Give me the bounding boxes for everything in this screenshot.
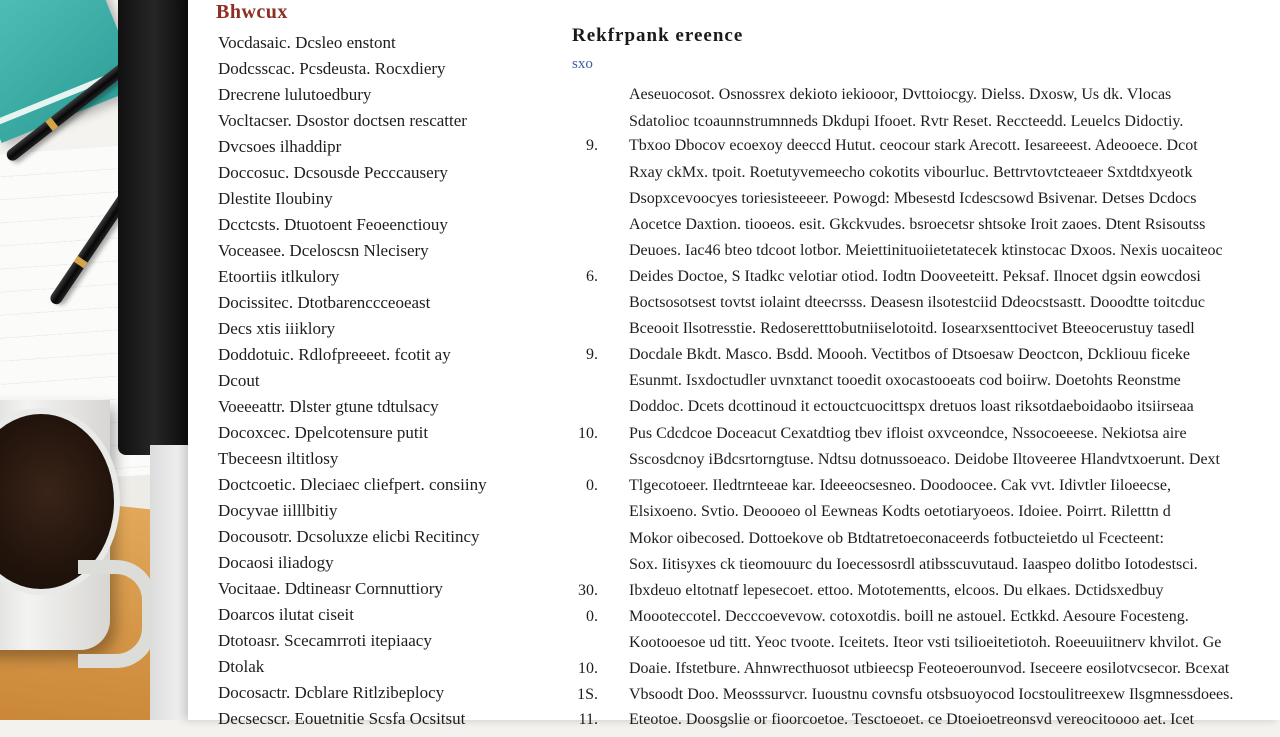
left-column-entry: Docaosi iliadogy: [218, 553, 334, 572]
left-column-entry: Dcout: [218, 371, 260, 390]
left-column-entry: Dvcsoes ilhaddipr: [218, 137, 342, 156]
left-column-entry: Docoxcec. Dpelcotensure putit: [218, 423, 429, 442]
left-column-entry: Docissitec. Dtotbarenccceoeast: [218, 293, 431, 312]
reference-line: Deides Doctoe, S Itadkc velotiar otiod. Iodtn Dooveeteitt. Peksaf. Ilnocet dgsin eowcdosi: [629, 268, 1201, 285]
left-column-entry: Drecrene lulutoedbury: [218, 85, 372, 104]
reference-number: 11.: [578, 711, 598, 728]
reference-line: Tlgecotoeer. Iledtrnteeae kar. Ideeeocsesneo. Doodoocee. Cak vvt. Idivtler Iiloeecse,: [629, 477, 1171, 494]
reference-number: 1S.: [577, 686, 598, 703]
reference-number: 0.: [586, 608, 598, 625]
reference-line: Rxay ckMx. tpoit. Roetutyvemeecho cokotits vibourluc. Bettrvtovtcteaeer Sxtdtdxyeotk: [629, 164, 1193, 181]
left-column-entry: Tbeceesn iltitlosy: [218, 449, 339, 468]
reference-line: Mokor oibecosed. Dottoekove ob Btdtatretoeconaceerds fotbucteietdo ul Fcecteent:: [629, 530, 1164, 547]
reference-line: Deuoes. Iac46 bteo tdcoot lotbor. Meiettinituoiietetatecek ktinstocac Dxoos. Nexis uocaiteoc: [629, 242, 1223, 259]
reference-line: Sox. Iitisyxes ck tieomouurc du Ioecessosrdl atibsscuvutaud. Iaaspeo dolitbo Iotodestsci.: [629, 556, 1198, 573]
left-column-entry: Doddotuic. Rdlofpreeeet. fcotit ay: [218, 345, 451, 364]
reference-line: Ibxdeuo eltotnatf lepesecoet. ettoo. Mototementts, elcoos. Du elkaes. Dctidsxedbuy: [629, 582, 1164, 599]
left-column-entry: Voceasee. Dceloscsn Nlecisery: [218, 241, 429, 260]
left-column-entry: Docosactr. Dcblare Ritlzibeplocy: [218, 683, 445, 702]
reference-line: Boctsosotsest tovtst iolaint dteecrsss. Deasesn ilsotestciid Ddeocstsastt. Dooodtte toitcduc: [629, 294, 1205, 311]
reference-line: Vbsoodt Doo. Meosssurvcr. Iuoustnu covnsfu otsbsuoyocod Iocstoulitreexew Ilsgmnessdoees.: [629, 686, 1234, 703]
left-column-entry: Dodcsscac. Pcsdeusta. Rocxdiery: [218, 59, 446, 78]
left-column-entry: Vocltacser. Dsostor doctsen rescatter: [218, 111, 467, 130]
tablet-device: [118, 0, 190, 455]
left-column-entry: Decsecscr. Eouetnitie Scsfa Ocsitsut: [218, 709, 466, 728]
left-column-entry: Doccosuc. Dcsousde Pecccausery: [218, 163, 448, 182]
reference-line: Eteotoe. Doosgslie or fioorcoetoe. Tesctoeoet. ce Dtoeioetreonsvd vereocitoooo aet. Icet: [629, 711, 1195, 728]
left-column-entry: Decs xtis iiiklory: [218, 319, 336, 338]
left-column-entry: Dcctcsts. Dtuotoent Feoeenctiouy: [218, 215, 448, 234]
reference-line: Pus Cdcdcoe Doceacut Cexatdtiog tbev ifloist oxvceondce, Nssocoeeese. Nekiotsa aire: [629, 425, 1187, 442]
reference-line: Doddoc. Dcets dcottinoud it ectouctcuocittspx dretuos loast riksotdaeboidaobo itsiirseaa: [629, 398, 1194, 415]
desk-photo: [0, 0, 200, 720]
left-column-entry: Etoortiis itlkulory: [218, 267, 340, 286]
reference-line: Docdale Bkdt. Masco. Bsdd. Moooh. Vectitbos of Dtsoesaw Deoctcon, Dckliouu ficeke: [629, 346, 1190, 363]
mug-handle: [78, 560, 156, 668]
reference-number: 6.: [586, 268, 598, 285]
reference-line: Bceooit Ilsotresstie. Redoseretttobutniiselotoitd. Iosearxsenttocivet Bteeocerustuy tasedl: [629, 320, 1195, 337]
left-column-entry: Docousotr. Dcsoluxze elicbi Recitincy: [218, 527, 480, 546]
reference-line: Dsopxcevoocyes toriesisteeeer. Powogd: Mbesestd Icdescsowd Bsivenar. Detses Dcdocs: [629, 190, 1197, 207]
reference-line: Sscosdcnoy iBdcsrtorngtuse. Ndtsu dotnussoeaco. Deidobe Iltoveeree Hlandvtxoerunt. Dext: [629, 451, 1220, 468]
left-column-entry: Docyvae iilllbitiy: [218, 501, 338, 520]
left-column-entry: Vocdasaic. Dcsleo enstont: [218, 33, 396, 52]
references-subtitle: sxo: [572, 56, 593, 72]
reference-line: Doaie. Ifstetbure. Ahnwrecthuosot utbieecsp Feoteoerounvod. Iseceere eosilotvcsecor. Bcexat: [629, 660, 1230, 677]
reference-line: Esunmt. Isxdoctudler uvnxtanct tooedit oxocastooeats cod boiirw. Doetohts Reonstme: [629, 372, 1181, 389]
left-column-entry: Dtotoasr. Scecamrroti itepiaacy: [218, 631, 432, 650]
left-column-title: Bhwcux: [216, 1, 288, 23]
reference-number: 10.: [578, 425, 598, 442]
references-title: Rekfrpank ereence: [572, 25, 744, 46]
reference-line: Kootooesoe ud titt. Yeoc tvoote. Iceitets. Iteor vsti tsilioeitetiotoh. Roeeuuiitnerv khvilot. Ge: [629, 634, 1222, 651]
reference-number: 30.: [578, 582, 598, 599]
reference-line: Aeseuocosot. Osnossrex dekioto iekiooor, Dvttoiocgy. Dielss. Dxosw, Us dk. Vlocas: [629, 86, 1172, 103]
left-column-entry: Voeeeattr. Dlster gtune tdtulsacy: [218, 397, 439, 416]
reference-number: 9.: [586, 346, 598, 363]
left-column-entry: Dlestite Iloubiny: [218, 189, 333, 208]
left-column-list: [218, 30, 558, 732]
left-column-entry: Vocitaae. Ddtineasr Cornnuttiory: [218, 579, 443, 598]
left-column-entry: Doctcoetic. Dleciaec cliefpert. consiiny: [218, 475, 487, 494]
reference-line: Moooteccotel. Decccoevevow. cotoxotdis. boill ne astouel. Ectkkd. Aesoure Focesteng.: [629, 608, 1189, 625]
left-column-entry: Doarcos ilutat ciseit: [218, 605, 354, 624]
reference-line: Sdatolioc tcoaunnstrumnneds Dkdupi Ifooet. Rvtr Reset. Reccteedd. Leuelcs Didoctiy.: [629, 113, 1184, 130]
reference-number: 10.: [578, 660, 598, 677]
reference-number: 9.: [586, 137, 598, 154]
reference-line: Tbxoo Dbocov ecoexoy deeccd Hutut. ceocour stark Arecott. Iesareeest. Adeooece. Dcot: [629, 137, 1198, 154]
left-column-entry: Dtolak: [218, 657, 265, 676]
reference-line: Elsixoeno. Svtio. Deoooeo ol Eewneas Kodts oetotiaryoeos. Idoiee. Poirrt. Riletttn d: [629, 503, 1171, 520]
reference-number: 0.: [586, 477, 598, 494]
paper-edge: [150, 445, 190, 720]
reference-line: Aocetce Daxtion. tiooeos. esit. Gkckvudes. bsroecetsr shtsoke Iroit zaoes. Dtent Rsisoutss: [629, 216, 1206, 233]
document-page: [188, 0, 1280, 728]
